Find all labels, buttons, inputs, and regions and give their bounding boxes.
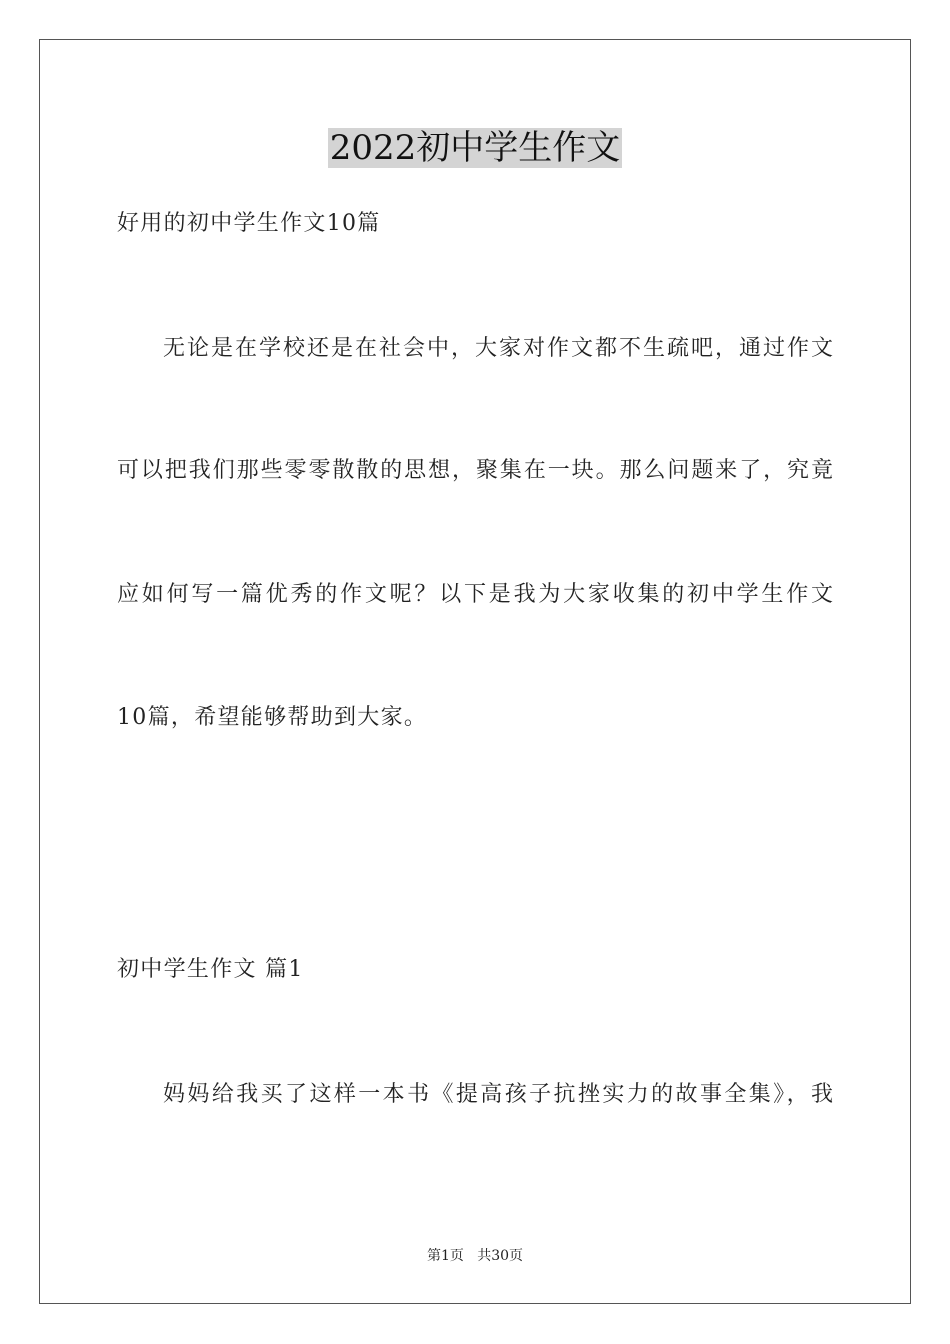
intro-line-1: 无论是在学校还是在社会中，大家对作文都不生疏吧，通过作文 <box>163 336 833 361</box>
section-first-line: 妈妈给我买了这样一本书《提高孩子抗挫实力的故事全集》，我 <box>163 1082 833 1107</box>
document-title-text: 2022初中学生作文 <box>329 128 621 168</box>
page-footer: 第1页 共30页 <box>426 1248 524 1264</box>
section-heading: 初中学生作文 篇1 <box>117 957 304 982</box>
intro-line-2: 可以把我们那些零零散散的思想，聚集在一块。那么问题来了，究竟 <box>117 458 833 483</box>
intro-line-3: 应如何写一篇优秀的作文呢？以下是我为大家收集的初中学生作文 <box>117 582 833 607</box>
intro-line-4: 10篇，希望能够帮助到大家。 <box>117 705 428 730</box>
document-title <box>0 126 950 170</box>
document-subtitle: 好用的初中学生作文10篇 <box>117 211 381 236</box>
